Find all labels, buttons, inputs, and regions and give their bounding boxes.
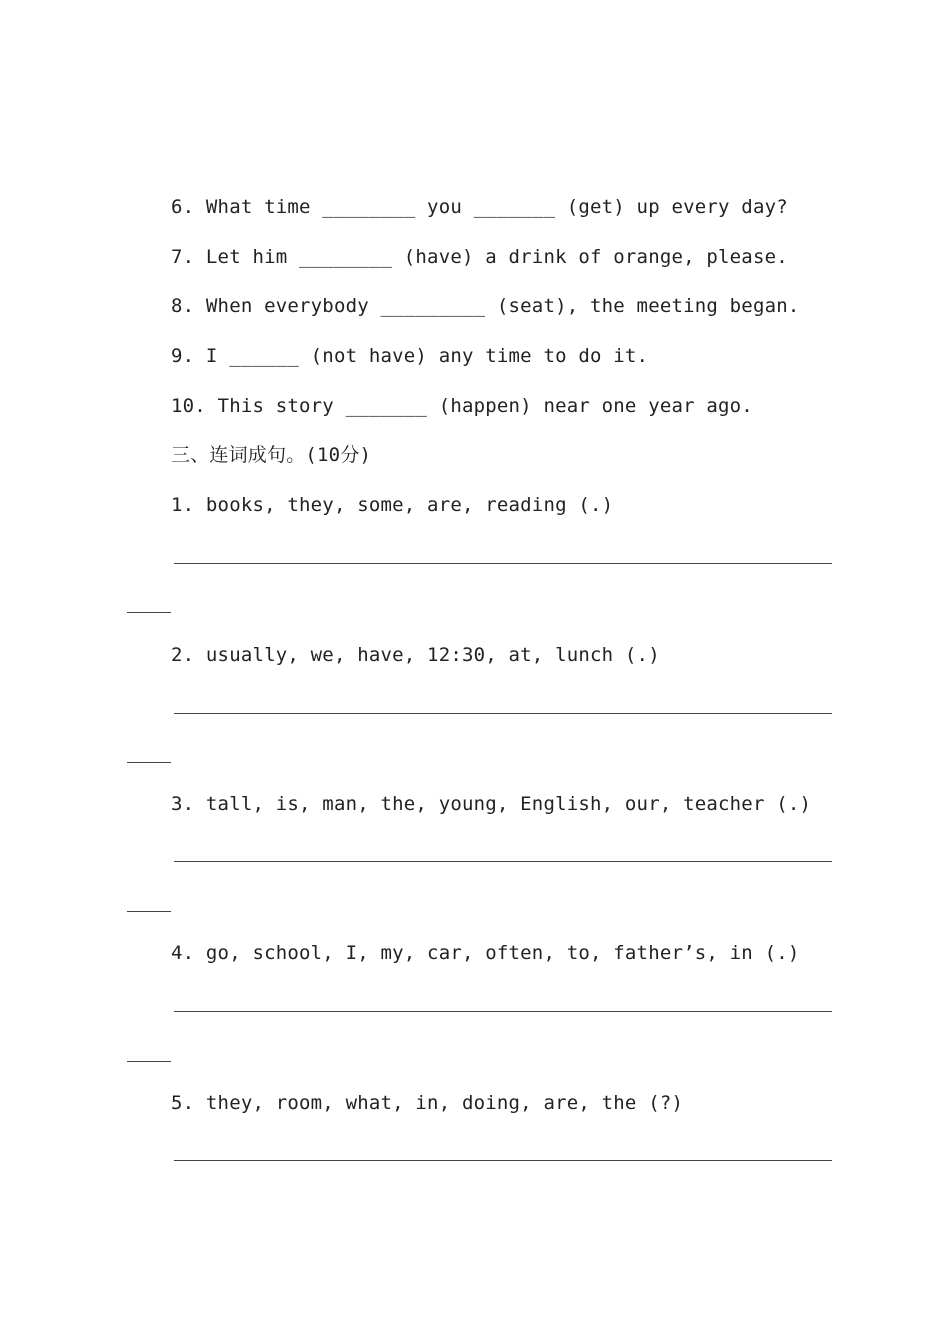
answer-line-4[interactable] (174, 1011, 832, 1012)
reorder-question-1: 1. books, they, some, are, reading (.) (171, 494, 614, 516)
fill-in-item-8: 8. When everybody _________ (seat), the meeting began. (171, 295, 800, 317)
answer-line-3-continuation (127, 911, 171, 912)
answer-line-1-continuation (127, 612, 171, 613)
fill-in-item-7: 7. Let him ________ (have) a drink of orange, please. (171, 246, 788, 268)
answer-line-4-continuation (127, 1061, 171, 1062)
fill-in-item-10: 10. This story _______ (happen) near one year ago. (171, 395, 753, 417)
fill-in-item-9: 9. I ______ (not have) any time to do it. (171, 345, 649, 367)
reorder-question-2: 2. usually, we, have, 12:30, at, lunch (.) (171, 644, 660, 666)
answer-line-5[interactable] (174, 1160, 832, 1161)
answer-line-1[interactable] (174, 563, 832, 564)
section-heading: 三、连词成句。(10分) (171, 444, 372, 466)
reorder-question-4: 4. go, school, I, my, car, often, to, father’s, in (.) (171, 942, 800, 964)
reorder-question-5: 5. they, room, what, in, doing, are, the (?) (171, 1092, 684, 1114)
answer-line-2-continuation (127, 762, 171, 763)
answer-line-2[interactable] (174, 713, 832, 714)
fill-in-item-6: 6. What time ________ you _______ (get) up every day? (171, 196, 788, 218)
reorder-question-3: 3. tall, is, man, the, young, English, our, teacher (.) (171, 793, 812, 815)
answer-line-3[interactable] (174, 861, 832, 862)
